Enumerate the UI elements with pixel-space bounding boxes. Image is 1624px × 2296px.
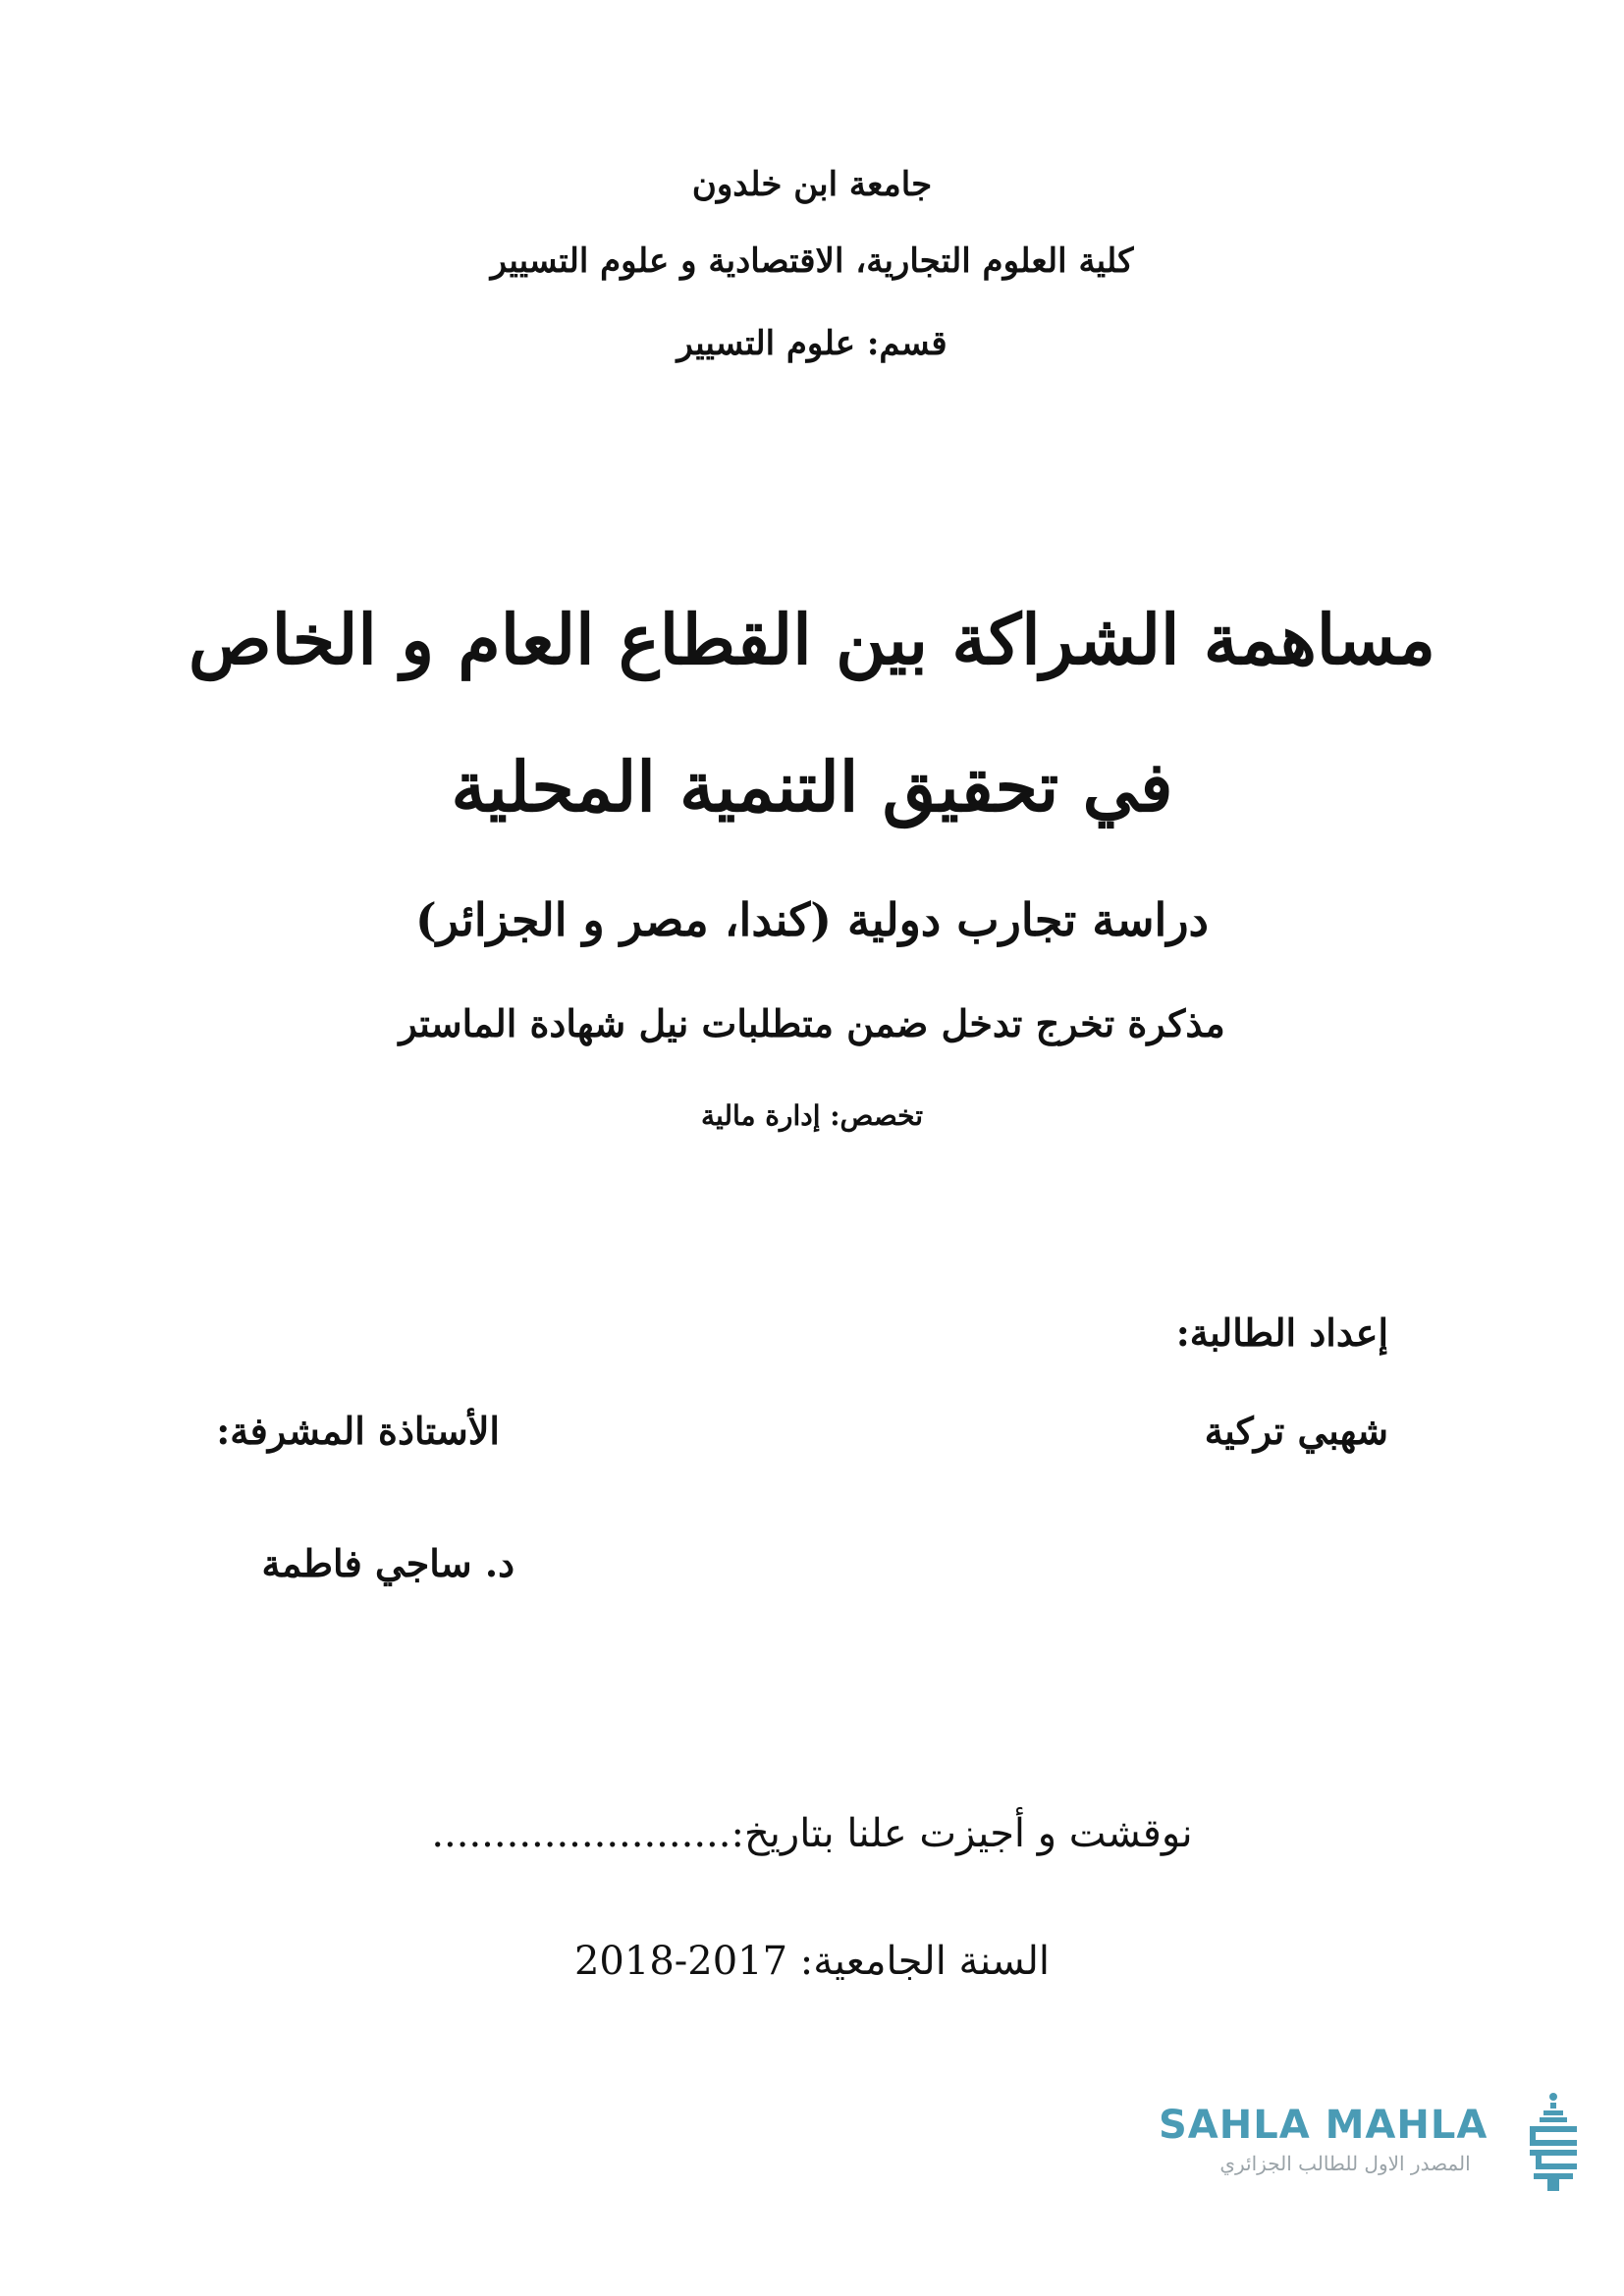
faculty-name: كلية العلوم التجارية، الاقتصادية و علوم التسيير [490,241,1134,281]
thesis-title-line-2: في تحقيق التنمية المحلية [451,746,1173,828]
sahla-mahla-logo [1159,2091,1591,2199]
thesis-title-line-1: مساهمة الشراكة بين القطاع العام و الخاص [188,599,1436,680]
logo-tagline: المصدر الاول للطالب الجزائري [1219,2152,1471,2175]
thesis-subtitle: دراسة تجارب دولية (كندا، مصر و الجزائر) [414,893,1210,946]
supervisor-label: الأستاذة المشرفة: [216,1409,500,1453]
degree-statement: مذكرة تخرج تدخل ضمن متطلبات نيل شهادة الماستر [399,1001,1225,1045]
prepared-by-label: إعداد الطالبة: [1175,1310,1388,1355]
sahla-mahla-logo-icon [1520,2091,1587,2195]
specialization: تخصص: إدارة مالية [700,1099,924,1132]
university-name: جامعة ابن خلدون [691,165,933,204]
supervisor-name: د. ساجي فاطمة [261,1541,514,1585]
department-name: قسم: علوم التسيير [677,324,947,363]
academic-year: السنة الجامعية: 2017-2018 [573,1939,1051,1984]
defense-date-line: نوقشت و أجيزت علنا بتاريخ:........................ [431,1811,1193,1856]
student-name: شهبي تركية [1204,1409,1388,1453]
logo-wordmark: SAHLA MAHLA [1159,2103,1489,2148]
